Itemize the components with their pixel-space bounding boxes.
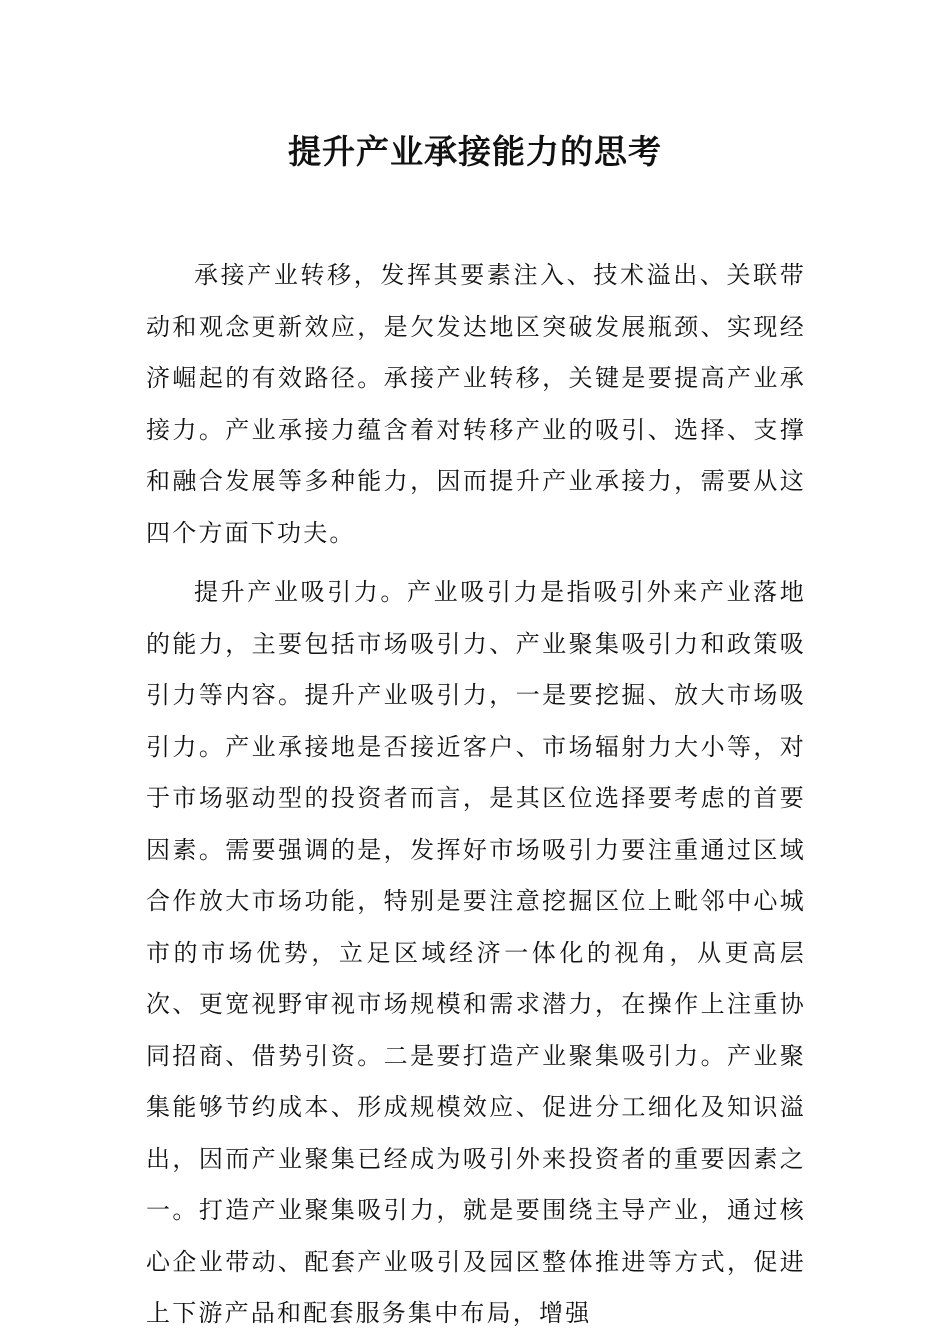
document-body <box>146 250 806 1340</box>
paragraph-1: 承接产业转移，发挥其要素注入、技术溢出、关联带动和观念更新效应，是欠发达地区突破发展瓶颈、实现经济崛起的有效路径。承接产业转移，关键是要提高产业承接力。产业承接力蕴含着对转移产业的吸引、选择、支撑和融合发展等多种能力，因而提升产业承接力，需要从这四个方面下功夫。 <box>146 261 806 547</box>
document-title: 提升产业承接能力的思考 <box>288 132 662 171</box>
paragraph-2: 提升产业吸引力。产业吸引力是指吸引外来产业落地的能力，主要包括市场吸引力、产业聚集吸引力和政策吸引力等内容。提升产业吸引力，一是要挖掘、放大市场吸引力。产业承接地是否接近客户、市场辐射力大小等，对于市场驱动型的投资者而言，是其区位选择要考虑的首要因素。需要强调的是，发挥好市场吸引力要注重通过区域合作放大市场功能，特别是要注意挖掘区位上毗邻中心城市的市场优势，立足区域经济一体化的视角，从更高层次、更宽视野审视市场规模和需求潜力，在操作上注重协同招商、借势引资。二是要打造产业聚集吸引力。产业聚集能够节约成本、形成规模效应、促进分工细化及知识溢出，因而产业聚集已经成为吸引外来投资者的重要因素之一。打造产业聚集吸引力，就是要围绕主导产业，通过核心企业带动、配套产业吸引及园区整体推进等方式，促进上下游产品和配套服务集中布局，增强 <box>146 578 806 1327</box>
